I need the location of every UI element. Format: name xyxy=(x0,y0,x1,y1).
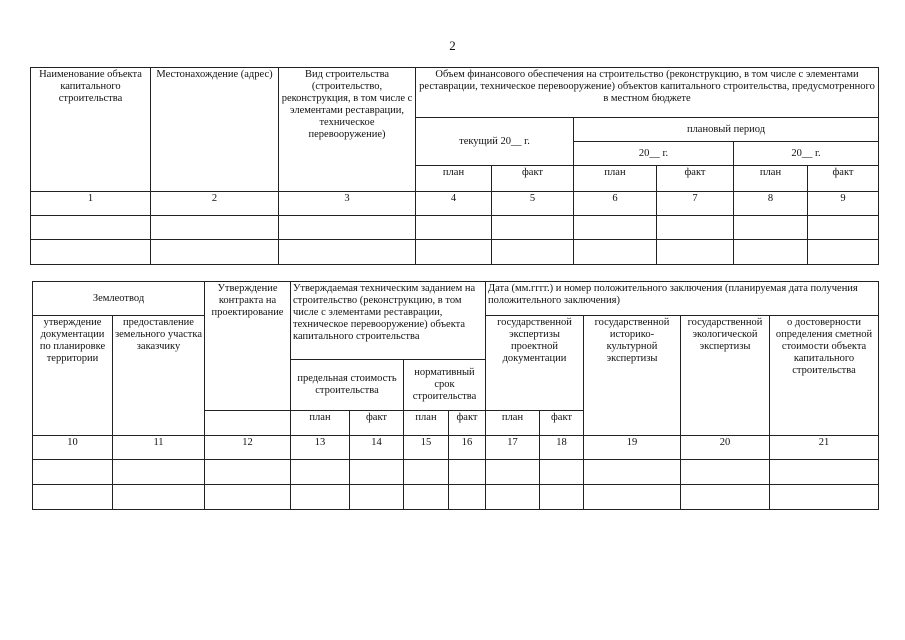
historical-expertise-header: государственной историко-культурной экспертизы xyxy=(584,316,681,436)
col-location-header: Местонахождение (адрес) xyxy=(151,68,279,192)
column-number: 13 xyxy=(291,436,350,460)
max-cost-header: предельная стоимость строительства xyxy=(291,360,404,411)
table-row xyxy=(31,216,879,240)
plan-header: план xyxy=(574,166,657,192)
land-allocation-header: Землеотвод xyxy=(33,282,205,316)
ecological-expertise-header: государственной экологической экспертизы xyxy=(681,316,770,436)
plan-header: план xyxy=(404,411,449,436)
plan-header: план xyxy=(734,166,808,192)
table-row xyxy=(31,240,879,265)
approval-table xyxy=(32,281,879,510)
table-row xyxy=(33,460,879,485)
column-number: 18 xyxy=(540,436,584,460)
column-number: 1 xyxy=(31,192,151,216)
column-number: 9 xyxy=(808,192,879,216)
fact-header: факт xyxy=(449,411,486,436)
fact-header: факт xyxy=(657,166,734,192)
norm-term-header: нормативный срок строительства xyxy=(404,360,486,411)
column-number: 7 xyxy=(657,192,734,216)
plan-header: план xyxy=(291,411,350,436)
column-number: 10 xyxy=(33,436,113,460)
fact-header: факт xyxy=(808,166,879,192)
page-number: 2 xyxy=(449,38,456,53)
technical-task-header: Утверждаемая техническим заданием на строительство (реконструкцию, в том числе с элементами реставрации, техническое перевооружение) объекта капитального строительства xyxy=(291,282,486,360)
approval-date-header: Дата (мм.гггг.) и номер положительного заключения (планируемая дата получения положительного заключения) xyxy=(486,282,879,316)
plan-header: план xyxy=(416,166,492,192)
column-number: 14 xyxy=(350,436,404,460)
column-number: 4 xyxy=(416,192,492,216)
column-number: 5 xyxy=(492,192,574,216)
table-row xyxy=(33,485,879,510)
column-number: 6 xyxy=(574,192,657,216)
col-construction-type-header: Вид строительства (строительство, реконструкция, в том числе с элементами реставрации, техническое перевооружение) xyxy=(279,68,416,192)
fact-header: факт xyxy=(540,411,584,436)
funding-table xyxy=(30,67,879,265)
column-number: 2 xyxy=(151,192,279,216)
column-number: 3 xyxy=(279,192,416,216)
column-number: 20 xyxy=(681,436,770,460)
column-number: 15 xyxy=(404,436,449,460)
column-number: 19 xyxy=(584,436,681,460)
state-expertise-header: государственной экспертизы проектной документации xyxy=(486,316,584,411)
current-year-header: текущий 20__ г. xyxy=(416,118,574,166)
col-funding-header: Объем финансового обеспечения на строительство (реконструкцию, в том числе с элементами реставрации, техническое перевооружение) объектов капитального строительства, предусмотренного в местном бюджете xyxy=(416,68,879,118)
col-object-name-header: Наименование объекта капитального строительства xyxy=(31,68,151,192)
land-docs-header: утверждение документации по планировке территории xyxy=(33,316,113,436)
column-number: 16 xyxy=(449,436,486,460)
column-number: 8 xyxy=(734,192,808,216)
planned-year-b-header: 20__ г. xyxy=(734,142,879,166)
fact-header: факт xyxy=(492,166,574,192)
column-number: 21 xyxy=(770,436,879,460)
land-provision-header: предоставление земельного участка заказчику xyxy=(113,316,205,436)
planned-year-a-header: 20__ г. xyxy=(574,142,734,166)
contract-approval-header: Утверждение контракта на проектирование xyxy=(205,282,291,411)
column-number: 12 xyxy=(205,436,291,460)
column-number: 11 xyxy=(113,436,205,460)
column-number: 17 xyxy=(486,436,540,460)
plan-header: план xyxy=(486,411,540,436)
planned-period-header: плановый период xyxy=(574,118,879,142)
fact-header: факт xyxy=(350,411,404,436)
cost-reliability-header: о достоверности определения сметной стоимости объекта капитального строительства xyxy=(770,316,879,436)
